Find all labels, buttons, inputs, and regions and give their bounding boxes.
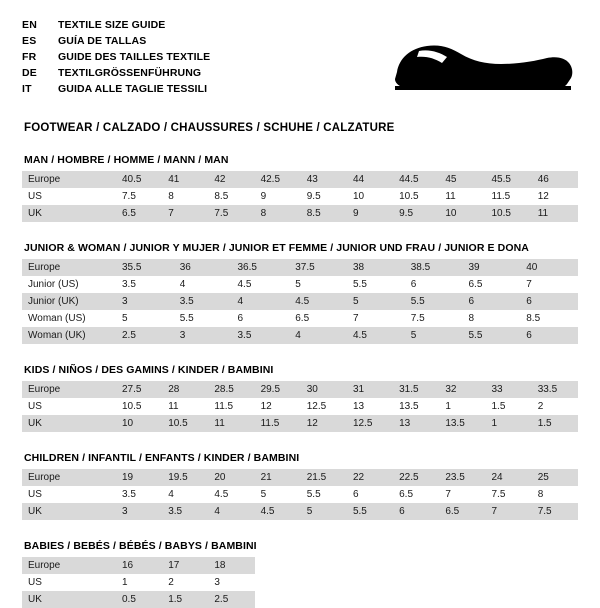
cell: 5 [255,486,301,503]
language-title-list [22,18,210,98]
cell: 6.5 [439,503,485,520]
cell: 12 [301,415,347,432]
cell: 5.5 [405,293,463,310]
cell: 12 [532,188,578,205]
table-row [22,469,578,486]
cell: 1.5 [532,415,578,432]
cell: 3.5 [116,486,162,503]
cell: 36 [174,259,232,276]
cell: 33 [486,381,532,398]
cell: 4 [208,503,254,520]
row-label: UK [22,591,116,608]
cell: 5.5 [174,310,232,327]
cell: 23.5 [439,469,485,486]
cell: 11 [439,188,485,205]
row-label: US [22,574,116,591]
cell: 10 [347,188,393,205]
cell: 2 [532,398,578,415]
cell: 31.5 [393,381,439,398]
cell: 7.5 [486,486,532,503]
cell-empty [255,557,578,574]
language-code: EN [22,19,37,31]
table-row [22,171,578,188]
cell: 3.5 [162,503,208,520]
cell: 8 [162,188,208,205]
dress-shoe-icon [389,36,574,98]
cell: 13 [347,398,393,415]
cell: 8.5 [208,188,254,205]
cell: 2.5 [116,327,174,344]
cell: 25 [532,469,578,486]
cell: 1.5 [162,591,208,608]
row-label: Europe [22,381,116,398]
cell: 44.5 [393,171,439,188]
row-label: Woman (US) [22,310,116,327]
table-row [22,205,578,222]
page-header [22,18,578,108]
cell: 4.5 [289,293,347,310]
language-title: GUÍA DE TALLAS [58,35,147,47]
cell: 7 [347,310,405,327]
cell: 3 [174,327,232,344]
cell: 2.5 [208,591,254,608]
cell: 7.5 [208,205,254,222]
footwear-section-title: FOOTWEAR / CALZADO / CHAUSSURES / SCHUHE / CALZATURE [24,122,395,134]
cell: 13.5 [393,398,439,415]
cell: 37.5 [289,259,347,276]
table-row [22,276,578,293]
row-label: Junior (US) [22,276,116,293]
cell: 21.5 [301,469,347,486]
row-label: UK [22,205,116,222]
cell: 42 [208,171,254,188]
row-label: Europe [22,259,116,276]
table-row [22,310,578,327]
group-title: KIDS / NIÑOS / DES GAMINS / KINDER / BAMBINI [24,364,274,376]
cell: 5.5 [301,486,347,503]
row-label: US [22,486,116,503]
cell: 22.5 [393,469,439,486]
row-label: Europe [22,557,116,574]
cell: 1 [116,574,162,591]
table-row [22,398,578,415]
cell: 11.5 [255,415,301,432]
cell: 6 [520,327,578,344]
language-code: IT [22,83,32,95]
cell: 13.5 [439,415,485,432]
cell: 3.5 [174,293,232,310]
table-row [22,415,578,432]
cell: 5.5 [347,276,405,293]
cell: 28.5 [208,381,254,398]
language-code: DE [22,67,37,79]
cell: 18 [208,557,254,574]
table-row [22,381,578,398]
cell: 7.5 [532,503,578,520]
cell: 38 [347,259,405,276]
cell: 7 [439,486,485,503]
cell: 45 [439,171,485,188]
cell: 11 [208,415,254,432]
cell: 4.5 [208,486,254,503]
cell: 7 [162,205,208,222]
size-table-man [22,171,578,222]
group-title: BABIES / BEBÉS / BÉBÉS / BABYS / BAMBINI [24,540,257,552]
cell: 40 [520,259,578,276]
table-row [22,327,578,344]
cell: 21 [255,469,301,486]
cell: 36.5 [232,259,290,276]
cell: 6 [232,310,290,327]
table-row [22,293,578,310]
cell: 11.5 [208,398,254,415]
cell: 3 [116,293,174,310]
cell: 28 [162,381,208,398]
cell: 5 [347,293,405,310]
cell: 43 [301,171,347,188]
size-table-babies [22,557,578,608]
language-code: ES [22,35,37,47]
cell: 6 [405,276,463,293]
size-table-kids [22,381,578,432]
row-label: Europe [22,171,116,188]
language-title: GUIDA ALLE TAGLIE TESSILI [58,83,208,95]
table-row [22,503,578,520]
cell: 3 [116,503,162,520]
cell: 11.5 [486,188,532,205]
row-label: Europe [22,469,116,486]
row-label: Woman (UK) [22,327,116,344]
cell: 39 [463,259,521,276]
table-row [22,574,578,591]
cell: 4.5 [347,327,405,344]
language-title: TEXTILE SIZE GUIDE [58,19,166,31]
cell: 5 [405,327,463,344]
group-babies [22,540,578,608]
cell: 1.5 [486,398,532,415]
cell: 32 [439,381,485,398]
cell: 6.5 [393,486,439,503]
cell: 31 [347,381,393,398]
cell: 5.5 [347,503,393,520]
cell: 12 [255,398,301,415]
group-title: JUNIOR & WOMAN / JUNIOR Y MUJER / JUNIOR ET FEMME / JUNIOR UND FRAU / JUNIOR E DONA [24,242,529,254]
group-kids [22,364,578,432]
cell: 5 [301,503,347,520]
language-row [22,66,210,82]
group-man [22,154,578,222]
cell: 8.5 [301,205,347,222]
cell: 11 [162,398,208,415]
row-label: US [22,188,116,205]
cell: 10.5 [486,205,532,222]
cell: 3 [208,574,254,591]
group-title: CHILDREN / INFANTIL / ENFANTS / KINDER / BAMBINI [24,452,300,464]
size-table-children [22,469,578,520]
row-label: US [22,398,116,415]
cell: 17 [162,557,208,574]
cell: 7 [486,503,532,520]
language-row [22,50,210,66]
language-row [22,18,210,34]
table-row [22,188,578,205]
cell: 30 [301,381,347,398]
cell: 20 [208,469,254,486]
language-row [22,82,210,98]
cell: 4.5 [232,276,290,293]
cell: 44 [347,171,393,188]
cell: 9.5 [393,205,439,222]
language-title: TEXTILGRÖSSENFÜHRUNG [58,67,202,79]
cell: 12.5 [347,415,393,432]
cell: 38.5 [405,259,463,276]
cell: 4 [289,327,347,344]
cell: 6.5 [116,205,162,222]
group-junior-woman [22,242,578,344]
cell: 22 [347,469,393,486]
language-title: GUIDE DES TAILLES TEXTILE [58,51,211,63]
cell: 10.5 [393,188,439,205]
cell: 7 [520,276,578,293]
row-label: Junior (UK) [22,293,116,310]
row-label: UK [22,415,116,432]
group-children [22,452,578,520]
cell: 46 [532,171,578,188]
cell: 2 [162,574,208,591]
cell: 3.5 [232,327,290,344]
cell: 0.5 [116,591,162,608]
cell: 40.5 [116,171,162,188]
cell: 12.5 [301,398,347,415]
cell: 27.5 [116,381,162,398]
cell: 6 [393,503,439,520]
cell: 3.5 [116,276,174,293]
cell: 1 [486,415,532,432]
cell: 9.5 [301,188,347,205]
cell: 29.5 [255,381,301,398]
cell: 16 [116,557,162,574]
cell: 8 [255,205,301,222]
size-table-junior-woman [22,259,578,344]
cell: 1 [439,398,485,415]
cell: 19 [116,469,162,486]
cell: 42.5 [255,171,301,188]
cell: 4.5 [255,503,301,520]
cell: 10 [116,415,162,432]
cell: 19.5 [162,469,208,486]
table-row [22,557,578,574]
cell: 7.5 [405,310,463,327]
cell: 10 [439,205,485,222]
cell: 6 [463,293,521,310]
cell: 4 [162,486,208,503]
cell-empty [255,574,578,591]
cell: 8 [463,310,521,327]
group-title: MAN / HOMBRE / HOMME / MANN / MAN [24,154,229,166]
language-row [22,34,210,50]
cell: 5.5 [463,327,521,344]
cell: 35.5 [116,259,174,276]
cell: 13 [393,415,439,432]
cell: 6 [520,293,578,310]
cell: 6.5 [463,276,521,293]
language-code: FR [22,51,37,63]
cell: 9 [255,188,301,205]
cell: 24 [486,469,532,486]
cell: 6 [347,486,393,503]
cell: 9 [347,205,393,222]
cell: 8 [532,486,578,503]
cell: 10.5 [162,415,208,432]
cell: 8.5 [520,310,578,327]
row-label: UK [22,503,116,520]
cell: 10.5 [116,398,162,415]
cell: 6.5 [289,310,347,327]
cell: 5 [289,276,347,293]
cell: 4 [174,276,232,293]
cell: 41 [162,171,208,188]
cell: 11 [532,205,578,222]
cell: 33.5 [532,381,578,398]
table-row [22,259,578,276]
cell: 4 [232,293,290,310]
cell: 5 [116,310,174,327]
cell: 7.5 [116,188,162,205]
cell: 45.5 [486,171,532,188]
table-row [22,486,578,503]
